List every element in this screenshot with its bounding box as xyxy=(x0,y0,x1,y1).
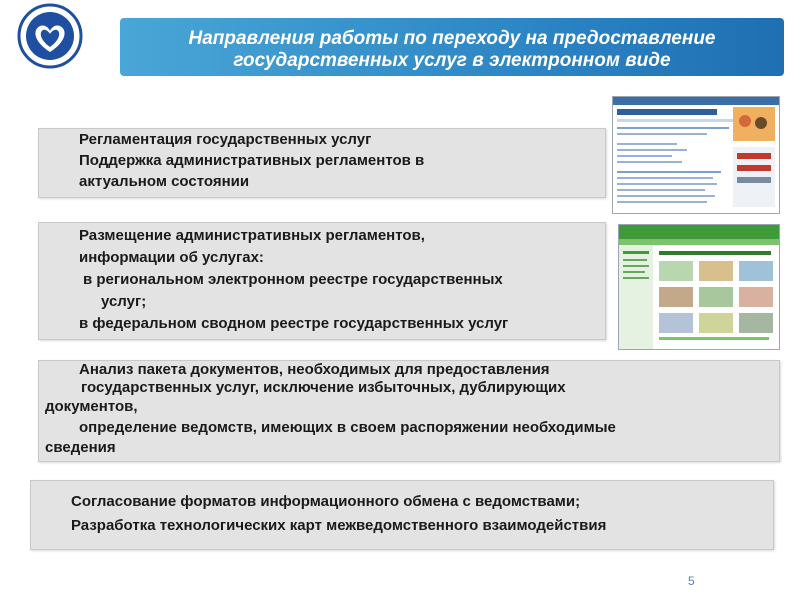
panel1-line3: актуальном состоянии xyxy=(79,173,250,190)
panel2-line2: информации об услугах: xyxy=(79,249,264,266)
panel2-line1: Размещение административных регламентов, xyxy=(79,227,425,244)
panel4-line2: Разработка технологических карт межведомственного взаимодействия xyxy=(71,517,607,534)
panel2-line3: в региональном электронном реестре государственных xyxy=(83,271,503,288)
panel3-line4: определение ведомств, имеющих в своем распоряжении необходимые xyxy=(79,419,616,436)
panel1-line2: Поддержка административных регламентов в xyxy=(79,152,425,169)
page-number: 5 xyxy=(688,574,695,588)
panel3-line3: документов, xyxy=(45,398,138,415)
page-title xyxy=(120,28,784,72)
panel2-line5: в федеральном сводном реестре государственных услуг xyxy=(79,315,509,332)
federal-registry-screenshot xyxy=(618,224,780,350)
title-line-2: государственных услуг в электронном виде xyxy=(233,50,671,71)
panel-analysis xyxy=(38,360,780,462)
panel2-line4: услуг; xyxy=(101,293,147,310)
panel-placement xyxy=(38,222,606,340)
panel1-line1: Регламентация государственных услуг xyxy=(79,131,372,148)
panel-regulation xyxy=(38,128,606,198)
organization-logo xyxy=(4,2,96,70)
panel3-line1: Анализ пакета документов, необходимых для предоставления xyxy=(79,361,550,378)
title-line-1: Направления работы по переходу на предоставление xyxy=(188,28,716,49)
panel-coordination xyxy=(30,480,774,550)
regional-portal-screenshot xyxy=(612,96,780,214)
panel3-line2: государственных услуг, исключение избыточных, дублирующих xyxy=(81,379,566,396)
panel3-line5: сведения xyxy=(45,439,116,456)
panel4-line1: Согласование форматов информационного обмена с ведомствами; xyxy=(71,493,581,510)
